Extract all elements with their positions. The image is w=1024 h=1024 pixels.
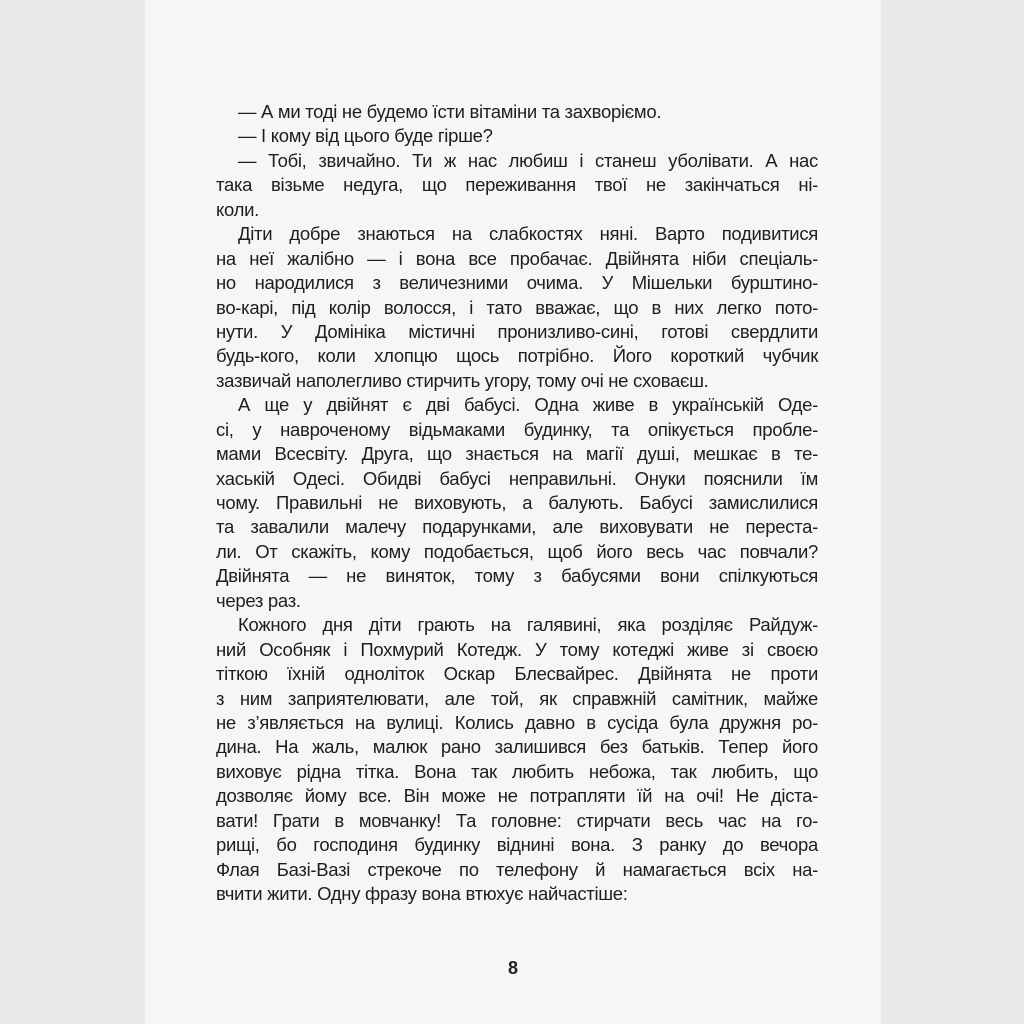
text-line: Діти добре знаються на слабкостях няні. Варто подивитися <box>238 223 818 245</box>
text-line: не з’являється на вулиці. Колись давно в сусіда була дружня ро- <box>216 711 818 733</box>
text-line: сі, у навроченому відьмаками будинку, та опікується пробле- <box>216 418 818 440</box>
text-line: зазвичай наполегливо стирчить угору, тому очі не сховаєш. <box>216 369 709 391</box>
text-line: Двійнята — не виняток, тому з бабусями вони спілкуються <box>216 565 818 587</box>
text-line: А ще у двійнят є дві бабусі. Одна живе в українській Оде- <box>238 394 818 416</box>
text-line: — І кому від цього буде гірше? <box>238 125 493 147</box>
text-line: вчити жити. Одну фразу вона втюхує найчастіше: <box>216 883 628 904</box>
text-line: Флая Базі-Вазі стрекоче по телефону й намагається всіх на- <box>216 858 818 880</box>
text-line: чому. Правильні не виховують, а балують. Бабусі замислилися <box>216 492 818 513</box>
text-line: коли. <box>216 198 259 220</box>
text-line: з ним заприятелювати, але той, як справжній самітник, майже <box>216 687 818 709</box>
text-line: хаській Одесі. Обидві бабусі неправильні. Онуки пояснили їм <box>216 467 818 489</box>
text-line: та завалили малечу подарунками, але виховувати не переста- <box>216 516 818 538</box>
text-line: через раз. <box>216 589 301 611</box>
text-line: тіткою їхній одноліток Оскар Блесвайрес. Двійнята не проти <box>216 663 818 685</box>
text-line: мами Всесвіту. Друга, що знається на магії душі, мешкає в те- <box>216 443 818 465</box>
text-line: нути. У Домініка містичні пронизливо-сині, готові свердлити <box>216 320 818 342</box>
page-number: 8 <box>507 958 518 978</box>
text-line: Кожного дня діти грають на галявині, яка розділяє Райдуж- <box>238 614 818 636</box>
text-line: ний Особняк і Похмурий Котедж. У тому котеджі живе зі своєю <box>216 638 818 660</box>
text-line: виховує рідна тітка. Вона так любить небожа, так любить, що <box>216 760 818 782</box>
text-line: рищі, бо господиня будинку віднині вона. З ранку до вечора <box>216 834 818 856</box>
text-line: така візьме недуга, що переживання твої не закінчаться ні- <box>216 174 818 196</box>
text-line: дина. На жаль, малюк рано залишився без батьків. Тепер його <box>216 736 818 758</box>
text-line: дозволяє йому все. Він може не потрапляти їй на очі! Не діста- <box>216 785 818 807</box>
text-line: но народилися з величезними очима. У Мішельки бурштино- <box>216 272 818 294</box>
text-line: ли. От скажіть, кому подобається, щоб його весь час повчали? <box>216 540 818 562</box>
text-line: во-карі, під колір волосся, і тато вважає, що в них легко пото- <box>216 296 818 318</box>
text-line: — А ми тоді не будемо їсти вітаміни та захворіємо. <box>238 101 662 122</box>
text-line: — Тобі, звичайно. Ти ж нас любиш і станеш уболівати. А нас <box>238 149 818 171</box>
text-line: будь-кого, коли хлопцю щось потрібно. Його короткий чубчик <box>216 345 818 367</box>
body-text <box>216 100 818 906</box>
text-line: на неї жалібно — і вона все пробачає. Двійнята ніби спеціаль- <box>216 247 818 269</box>
book-page <box>145 0 881 1024</box>
text-line: вати! Грати в мовчанку! Та головне: стирчати весь час на го- <box>216 809 818 831</box>
